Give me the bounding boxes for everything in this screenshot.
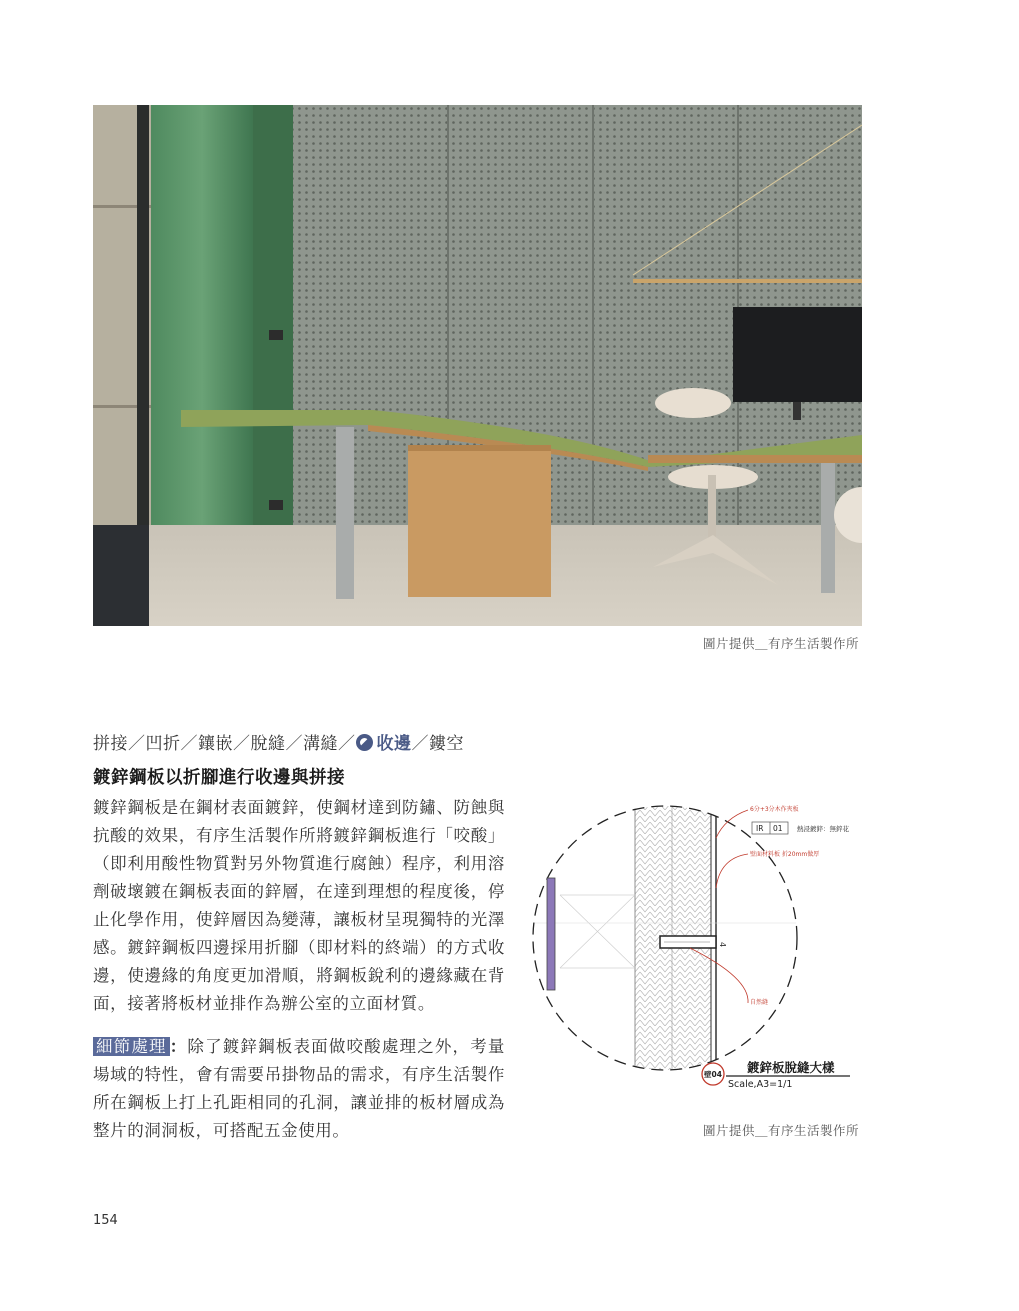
active-marker-icon — [356, 734, 373, 751]
callout-wall-panel: 壁面材料板 折20mm做厚 — [750, 851, 820, 858]
tech-separator: ／ — [128, 734, 146, 754]
detail-colon: ： — [169, 1037, 188, 1056]
section-title: 鍍鋅鋼板以折腳進行收邊與拼接 — [93, 768, 345, 788]
tech-item-shoubian-active: 收邊 — [376, 734, 412, 754]
tech-separator: ／ — [180, 734, 198, 754]
code-ir: IR — [756, 824, 764, 833]
tech-separator: ／ — [338, 734, 356, 754]
callout-plywood: 6分+3分木作夾板 — [750, 806, 799, 813]
drawing-scale: Scale,A3=1/1 — [728, 1079, 793, 1090]
tech-item-tuofeng: 脫縫 — [250, 734, 286, 754]
tech-separator: ／ — [285, 734, 303, 754]
drawing-credit: 圖片提供＿有序生活製作所 — [703, 1123, 860, 1138]
photo-credit: 圖片提供＿有序生活製作所 — [703, 636, 860, 651]
drawing-tag: 壁04 — [704, 1070, 722, 1079]
tech-item-aozhe: 凹折 — [145, 734, 181, 754]
tech-separator: ／ — [411, 734, 429, 754]
callout-natural-seam: 自然縫 — [750, 999, 769, 1006]
office-photo — [93, 105, 862, 626]
dimension-label: 4 — [718, 942, 727, 948]
detail-drawing — [520, 798, 870, 1098]
code-desc: 熱浸鍍鋅：無鋅花 — [797, 825, 849, 833]
body-paragraph-2 — [93, 1033, 505, 1145]
detail-label-badge: 細節處理 — [93, 1037, 170, 1056]
section-detail-diagram — [520, 798, 870, 1098]
technique-nav — [93, 729, 464, 754]
office-photo-illustration — [93, 105, 862, 626]
page-number: 154 — [93, 1213, 118, 1228]
tech-item-xianqian: 鑲嵌 — [198, 734, 233, 754]
tech-item-pinjie: 拼接 — [93, 734, 128, 754]
code-num: 01 — [773, 824, 783, 833]
tech-item-goufeng: 溝縫 — [303, 734, 338, 754]
detail-text: 除了鍍鋅鋼板表面做咬酸處理之外，考量場域的特性，會有需要吊掛物品的需求，有序生活製作所在鋼板上打上孔距相同的孔洞，讓並排的板材層成為整片的洞洞板，可搭配五金使用。 — [93, 1037, 505, 1140]
body-paragraph-1: 鍍鋅鋼板是在鋼材表面鍍鋅，使鋼材達到防鏽、防蝕與抗酸的效果，有序生活製作所將鍍鋅鋼板進行「咬酸」（即利用酸性物質對另外物質進行腐蝕）程序，利用溶劑破壞鍍在鋼板表面的鋅層，在達到理想的程度後，停止化學作用，使鋅層因為變薄，讓板材呈現獨特的光澤感。鍍鋅鋼板四邊採用折腳（即材料的終端）的方式收邊，使邊緣的角度更加滑順，將鋼板銳利的邊緣藏在背面，接著將板材並排作為辦公室的立面材質。 — [93, 798, 505, 1013]
drawing-title: 鍍鋅板脫縫大樣 — [747, 1060, 835, 1075]
tech-item-loukong: 鏤空 — [429, 734, 464, 754]
tech-separator: ／ — [233, 734, 251, 754]
